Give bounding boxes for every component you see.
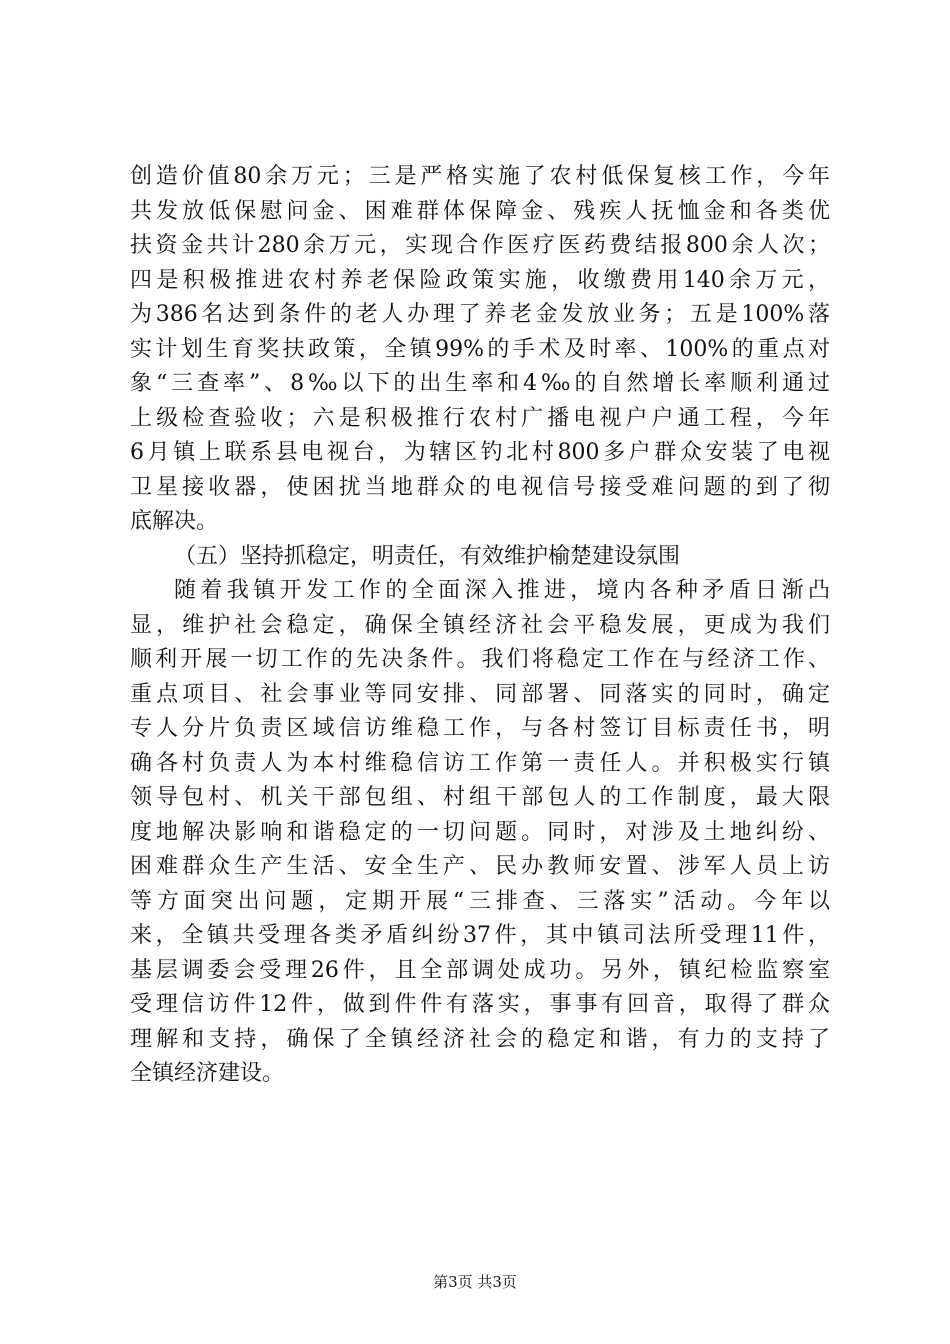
text-line: 底解决。: [130, 509, 219, 534]
text-line: 确各村负责人为本村维稳信访工作第一责任人。并积极实行镇: [130, 750, 830, 776]
text-line: 来，全镇共受理各类矛盾纠纷37件，其中镇司法所受理11件，: [130, 923, 830, 948]
text-line: 四是积极推进农村养老保险政策实施，收缴费用140余万元，: [130, 267, 830, 293]
text-line: 象“三查率”、8‰以下的出生率和4‰的自然增长率顺利通过: [130, 371, 830, 396]
body-text: [130, 160, 830, 1092]
text-line: 等方面突出问题，定期开展“三排查、三落实”活动。今年以: [130, 888, 830, 914]
text-line: 实计划生育奖扶政策，全镇99%的手术及时率、100%的重点对: [130, 336, 830, 362]
text-line: 受理信访件12件，做到件件有落实，事事有回音，取得了群众: [130, 992, 830, 1017]
text-line: 卫星接收器，使困扰当地群众的电视信号接受难问题的到了彻: [130, 474, 830, 500]
text-line: 创造价值80余万元；三是严格实施了农村低保复核工作，今年: [130, 164, 830, 189]
text-line: 基层调委会受理26件，且全部调处成功。另外，镇纪检监察室: [130, 957, 830, 983]
text-line: 度地解决影响和谐稳定的一切问题。同时，对涉及土地纠纷、: [130, 819, 830, 845]
text-line: 困难群众生产生活、安全生产、民办教师安置、涉军人员上访: [130, 854, 830, 879]
text-line: 显，维护社会稳定，确保全镇经济社会平稳发展，更成为我们: [130, 612, 830, 638]
text-line: 上级检查验收；六是积极推行农村广播电视户户通工程，今年: [130, 405, 830, 431]
text-line: 随着我镇开发工作的全面深入推进，境内各种矛盾日渐凸: [174, 578, 830, 603]
page-number: 第3页 共3页: [433, 1273, 517, 1291]
text-line: 扶资金共计280余万元，实现合作医疗医药费结报800余人次；: [130, 233, 830, 258]
text-line: 6月镇上联系县电视台，为辖区钓北村800多户群众安装了电视: [130, 440, 830, 465]
text-line: 理解和支持，确保了全镇经济社会的稳定和谐，有力的支持了: [130, 1026, 830, 1052]
section-heading: （五）坚持抓稳定，明责任，有效维护榆楚建设氛围: [174, 543, 681, 569]
text-line: 领导包村、机关干部包组、村组干部包人的工作制度，最大限: [130, 785, 830, 810]
text-line: 专人分片负责区域信访维稳工作，与各村签订目标责任书，明: [130, 716, 830, 741]
text-line: 共发放低保慰问金、困难群体保障金、残疾人抚恤金和各类优: [130, 198, 830, 224]
text-line: 顺利开展一切工作的先决条件。我们将稳定工作在与经济工作、: [130, 647, 830, 672]
text-line: 重点项目、社会事业等同安排、同部署、同落实的同时，确定: [130, 681, 830, 707]
page-footer: [0, 1272, 950, 1292]
text-line: 为386名达到条件的老人办理了养老金发放业务；五是100%落: [130, 302, 830, 327]
text-line: 全镇经济建设。: [130, 1061, 285, 1086]
